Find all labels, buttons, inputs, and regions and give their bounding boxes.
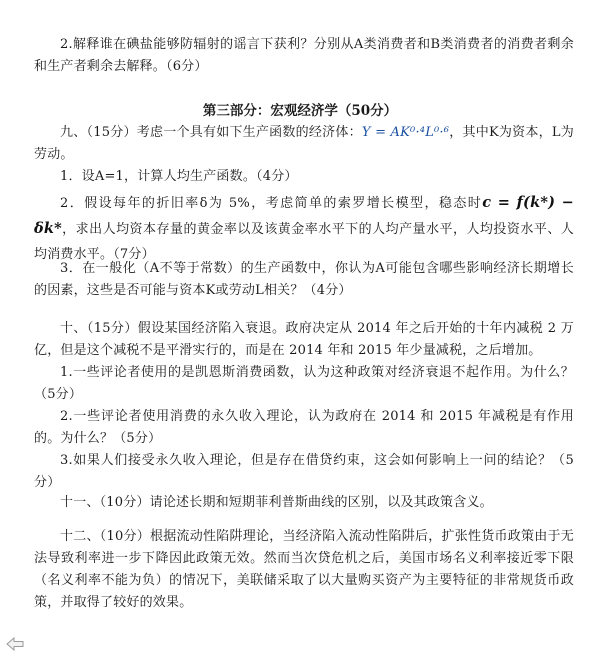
production-function-formula: Y = AK⁰·⁴L⁰·⁶: [361, 125, 450, 140]
steady-state-formula: c = f(k*) − δk*: [34, 194, 574, 237]
question-10-intro: 十、（15分）假设某国经济陷入衰退。政府决定从 2014 年之后开始的十年内减税 2 万亿，但是这个减税不是平滑实行的，而是在 2014 年和 2015 年少量减税，之后增加。: [34, 321, 574, 358]
question-10-part-1: 1.一些评论者使用的是凯恩斯消费函数，认为这种政策对经济衰退不起作用。为什么？（5分）: [34, 365, 574, 402]
question-11: 十一、（10分）请论述长期和短期菲利普斯曲线的区别，以及其政策含义。: [60, 495, 493, 510]
section-3-title: 第三部分：宏观经济学（50分）: [202, 103, 398, 119]
question-9-part-1: 1．设A=1，计算人均生产函数。（4分）: [60, 169, 298, 184]
question-9-part-2-tail: ，求出人均资本存量的黄金率以及该黄金率水平下的人均产量水平，人均投资水平、人均消费水平。（7分）: [34, 222, 574, 262]
question-9-intro-text: 九、（15分）考虑一个具有如下生产函数的经济体：: [60, 125, 362, 140]
back-arrow-icon[interactable]: [6, 637, 24, 651]
question-9-part-2: [34, 190, 574, 267]
question-9-intro-tail: ，其中K为资本，L为劳动。: [34, 125, 574, 162]
question-10-part-2: 2.一些评论者使用消费的永久收入理论，认为政府在 2014 和 2015 年减税是有作用的。为什么？（5分）: [34, 409, 574, 446]
question-9-part-2-text: 2．假设每年的折旧率δ为 5%，考虑简单的索罗增长模型，稳态时: [60, 196, 483, 211]
question-2-continued: 2.解释谁在碘盐能够防辐射的谣言下获利？分别从A类消费者和B类消费者的消费者剩余和生产者剩余去解释。（6分）: [34, 37, 574, 74]
question-10-part-3: 3.如果人们接受永久收入理论，但是存在借贷约束，这会如何影响上一问的结论？（5分）: [34, 453, 574, 490]
question-12: 十二、（10分）根据流动性陷阱理论，当经济陷入流动性陷阱后，扩张性货币政策由于无法导致利率进一步下降因此政策无效。然而当次贷危机之后，美国市场名义利率接近零下限（名义利率不能为负）的情况下，美联储采取了以大量购买资产为主要特征的非常规货币政策，并取得了较好的效果。: [34, 529, 574, 610]
question-9-intro: [34, 122, 574, 166]
question-9-part-3: 3．在一般化（A不等于常数）的生产函数中，你认为A可能包含哪些影响经济长期增长的因素，这些是否可能与资本K或劳动L相关？（4分）: [34, 261, 574, 298]
